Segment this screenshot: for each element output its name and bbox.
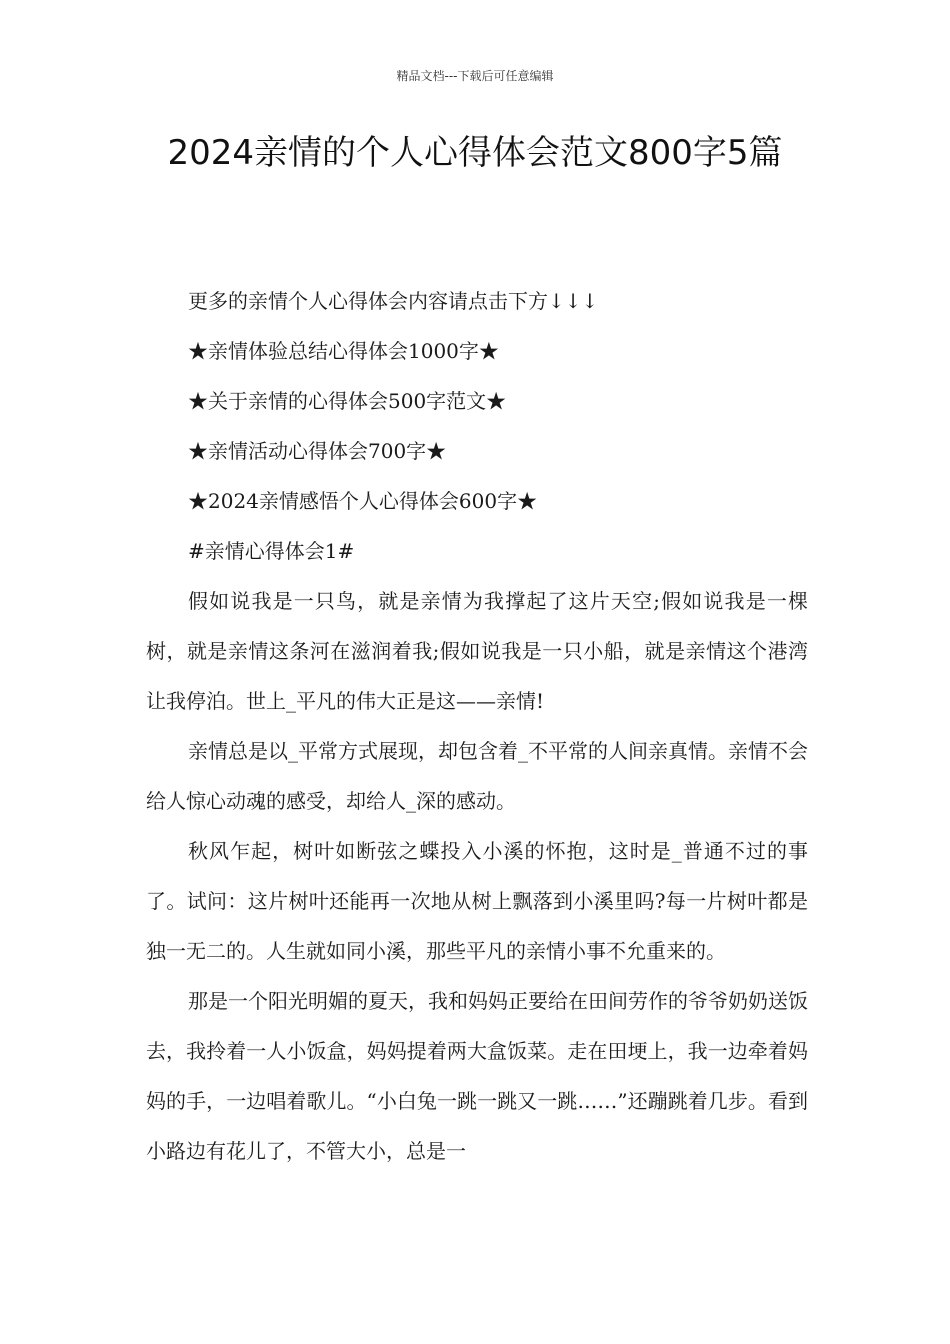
paragraph: 亲情总是以_平常方式展现，却包含着_不平常的人间亲真情。亲情不会给人惊心动魂的感受，却给人_深的感动。 [146,739,808,813]
document-body [146,276,808,1176]
link-item[interactable]: ★关于亲情的心得体会500字范文★ [188,389,507,413]
paragraph: 那是一个阳光明媚的夏天，我和妈妈正要给在田间劳作的爷爷奶奶送饭去，我拎着一人小饭盒，妈妈提着两大盒饭菜。走在田埂上，我一边牵着妈妈的手，一边唱着歌儿。“小白兔一跳一跳又一跳……”还蹦跳着几步。看到小路边有花儿了，不管大小，总是一 [146,989,808,1163]
paragraph: 假如说我是一只鸟，就是亲情为我撑起了这片天空;假如说我是一棵树，就是亲情这条河在滋润着我;假如说我是一只小船，就是亲情这个港湾让我停泊。世上_平凡的伟大正是这——亲情! [146,589,808,713]
section-heading: #亲情心得体会1# [188,539,355,563]
document-title: 2024亲情的个人心得体会范文800字5篇 [167,133,783,173]
link-item[interactable]: ★亲情活动心得体会700字★ [188,439,447,463]
intro-line: 更多的亲情个人心得体会内容请点击下方↓↓↓ [188,289,599,313]
link-item[interactable]: ★2024亲情感悟个人心得体会600字★ [188,489,538,513]
header-note: 精品文档---下载后可任意编辑 [396,69,554,83]
paragraph: 秋风乍起，树叶如断弦之蝶投入小溪的怀抱，这时是_普通不过的事了。试问：这片树叶还能再一次地从树上飘落到小溪里吗?每一片树叶都是独一无二的。人生就如同小溪，那些平凡的亲情小事不允重来的。 [146,839,808,963]
link-item[interactable]: ★亲情体验总结心得体会1000字★ [188,339,499,363]
